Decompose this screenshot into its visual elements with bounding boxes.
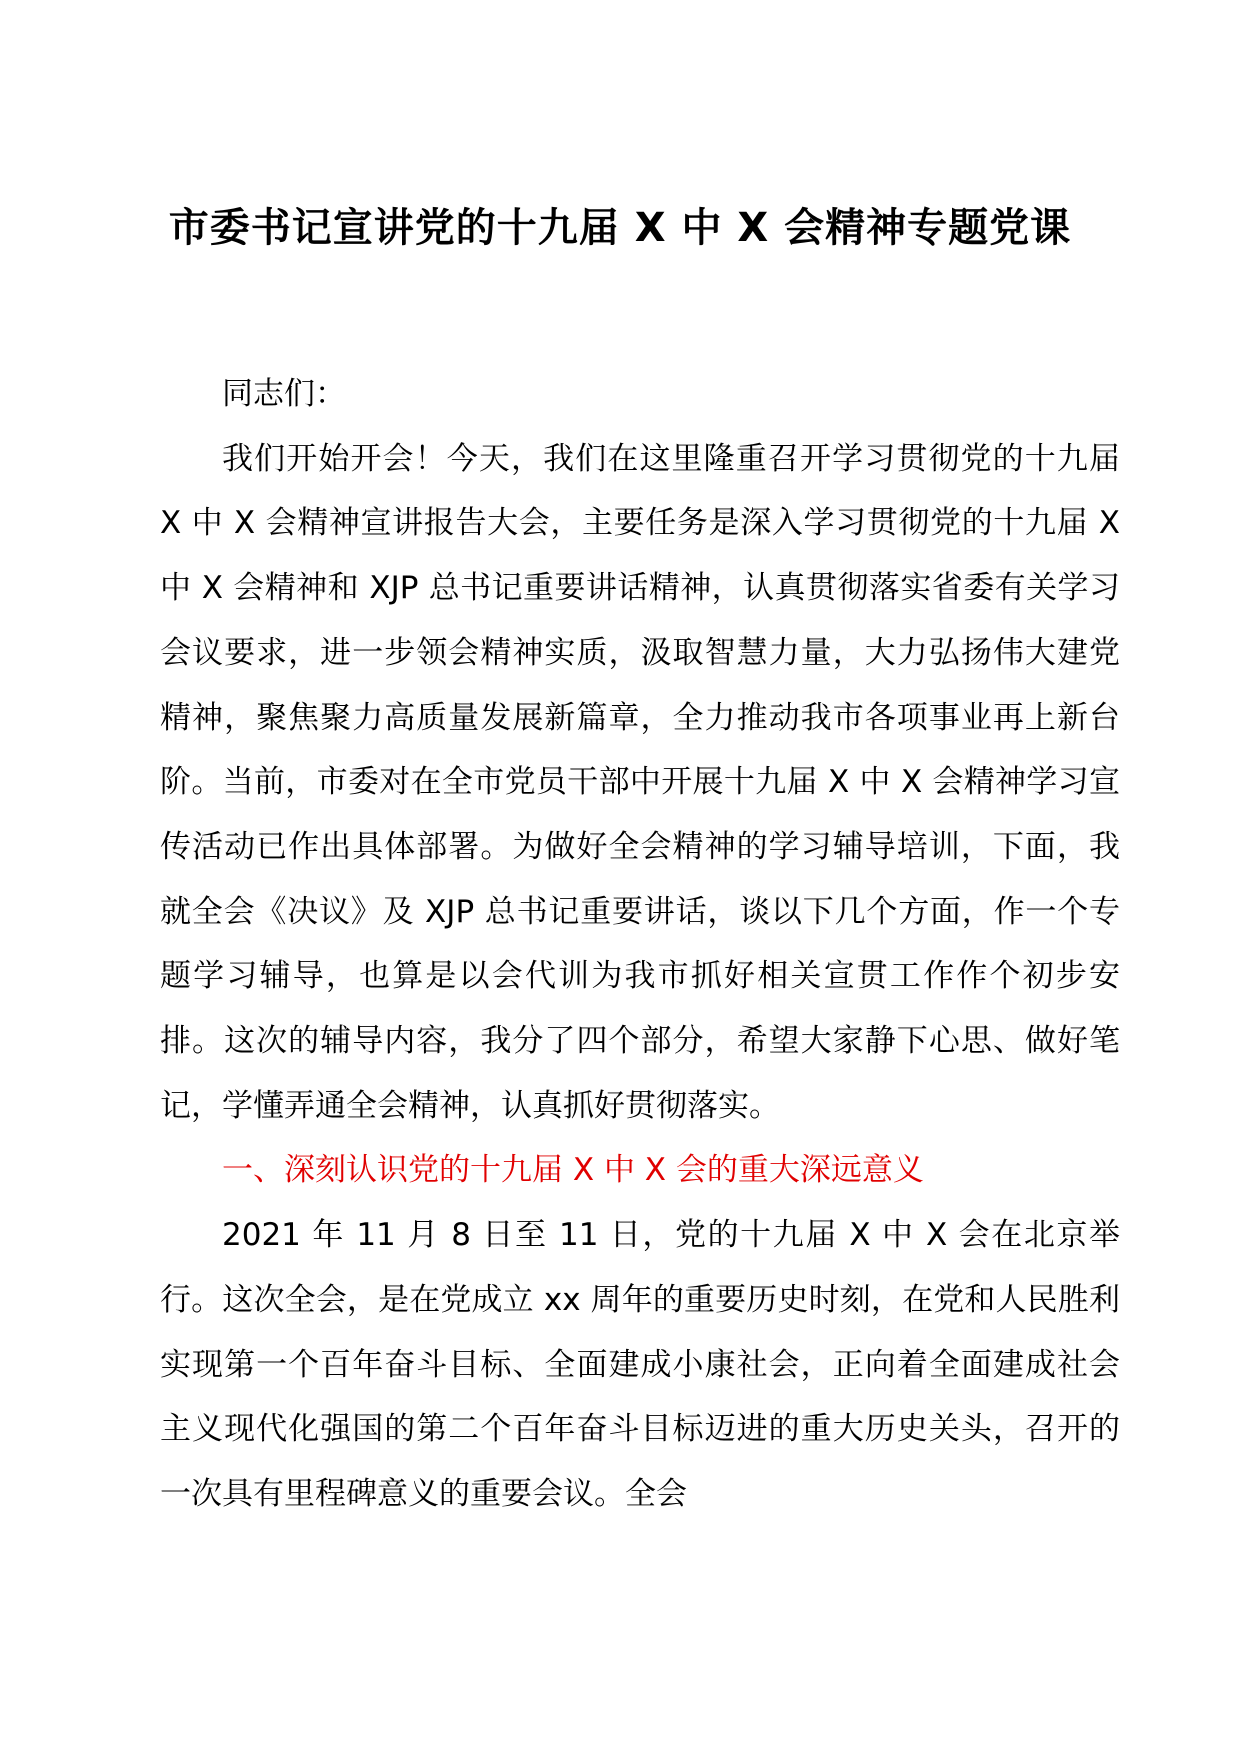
body-paragraph-1: 我们开始开会！今天，我们在这里隆重召开学习贯彻党的十九届 X 中 X 会精神宣讲报告大会，主要任务是深入学习贯彻党的十九届 X 中 X 会精神和 XJP 总书记重要讲话精神，认真贯彻落实省委有关学习会议要求，进一步领会精神实质，汲取智慧力量，大力弘扬伟大建党精神，聚焦聚力高质量发展新篇章，全力推动我市各项事业再上新台阶。当前，市委对在全市党员干部中开展十九届 X 中 X 会精神学习宣传活动已作出具体部署。为做好全会精神的学习辅导培训，下面，我就全会《决议》及 XJP 总书记重要讲话，谈以下几个方面，作一个专题学习辅导，也算是以会代训为我市抓好相关宣贯工作作个初步安排。这次的辅导内容，我分了四个部分，希望大家静下心思、做好笔记，学懂弄通全会精神，认真抓好贯彻落实。 (160, 440, 1120, 1124)
section-heading-1: 一、深刻认识党的十九届 X 中 X 会的重大深远意义 (222, 1152, 924, 1189)
document-title: 市委书记宣讲党的十九届 X 中 X 会精神专题党课 (168, 205, 1072, 251)
body-paragraph-2: 2021 年 11 月 8 日至 11 日，党的十九届 X 中 X 会在北京举行。这次全会，是在党成立 xx 周年的重要历史时刻，在党和人民胜利实现第一个百年奋斗目标、全面建成小康社会，正向着全面建成社会主义现代化强国的第二个百年奋斗目标迈进的重大历史关头，召开的一次具有里程碑意义的重要会议。全会 (160, 1217, 1120, 1512)
document-body (160, 362, 1120, 1527)
salutation: 同志们： (222, 376, 346, 412)
